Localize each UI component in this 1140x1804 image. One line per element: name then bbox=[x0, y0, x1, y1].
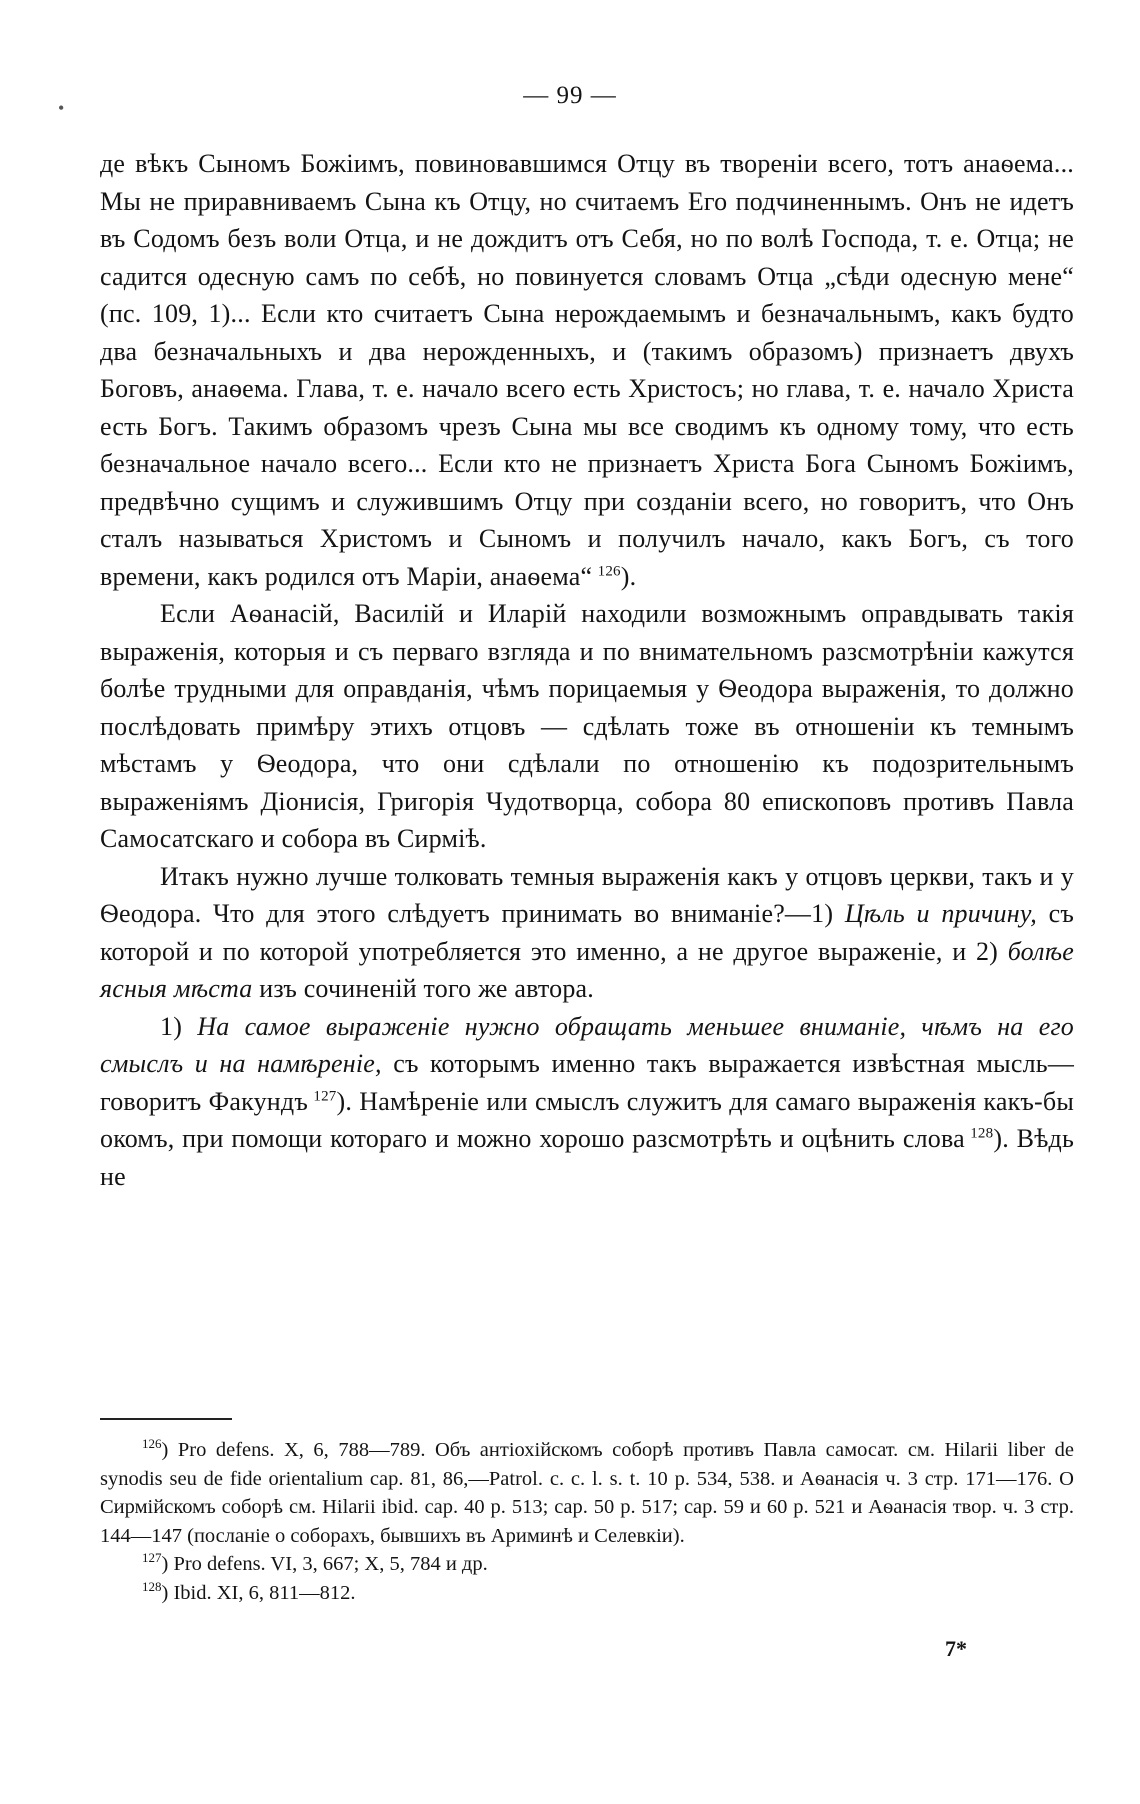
paragraph-2: Если Аѳанасій, Василій и Иларій находили возможнымъ оправдывать такія выраженія, которыя и съ перваго взгляда и по внимательномъ разсмотрѣніи кажутся болѣе трудными для оправданія, чѣмъ порицаемыя у Ѳеодора выраженія, то должно послѣдовать примѣру этихъ отцовъ — сдѣлать тоже въ отношеніи къ темнымъ мѣстамъ у Ѳеодора, что они сдѣлали по отношенію къ подозрительнымъ выраженіямъ Діонисія, Григорія Чудотворца, собора 80 епископовъ противъ Павла Самосатскаго и собора въ Сирміѣ. bbox=[100, 599, 1074, 853]
footnote-128 bbox=[100, 1579, 1074, 1608]
margin-dot: • bbox=[58, 98, 65, 118]
main-text bbox=[100, 145, 1074, 1195]
footnote-ref-128[interactable]: 128 bbox=[970, 1125, 994, 1142]
paragraph-1 bbox=[100, 145, 1074, 595]
footnote-text: ) Pro defens. VI, 3, 667; X, 5, 784 и др. bbox=[161, 1553, 488, 1575]
paragraph-3-text-a: Итакъ нужно лучше толковать темныя выраженія какъ у отцовъ церкви, такъ и у Ѳеодора. Что для этого слѣдуетъ принимать во вниманіе?—1) bbox=[100, 861, 1074, 928]
footnote-text: ) Pro defens. X, 6, 788—789. Объ антіохійскомъ соборѣ противъ Павла самосат. см. Hilarii liber de synodis seu de fide orientalium cap. 81, 86,—Patrol. c. c. l. s. t. 10 p. 534, 538. и Аѳанасія ч. 3 стр. 171—176. О Сирмійскомъ соборѣ см. Hilarii ibid. cap. 40 p. 513; cap. 50 p. 517; cap. 59 и 60 p. 521 и Аѳанасія твор. ч. 3 стр. 144—147 (посланіе о соборахъ, бывшихъ въ Ариминѣ и Селевкіи). bbox=[100, 1439, 1074, 1547]
paragraph-1-end: ). bbox=[620, 561, 637, 591]
paragraph-3-text-b: съ которой и по которой употребляется это именно, а не другое выраженіе, и 2) bbox=[100, 899, 1075, 966]
footnote-ref-127[interactable]: 127 bbox=[313, 1087, 337, 1104]
footnote-number: 127 bbox=[142, 1550, 162, 1566]
paragraph-4-text-b: ). Намѣреніе или смыслъ служитъ для самаго выраженія какъ-бы окомъ, при помощи котораго и можно хорошо разсмотрѣть и оцѣнить слова bbox=[100, 1086, 1075, 1153]
printer-signature: 7* bbox=[945, 1636, 967, 1661]
paragraph-3-italic-2: болѣе ясныя мѣста bbox=[100, 936, 1074, 1003]
footnote-126 bbox=[100, 1436, 1074, 1550]
page-number: — 99 — bbox=[523, 82, 617, 109]
paragraph-4-italic: На самое выраженіе нужно обращать меньшее вниманіе, чѣмъ на его смыслъ и на намѣреніе, bbox=[100, 1011, 1074, 1078]
paragraph-3 bbox=[100, 858, 1074, 1008]
paragraph-4-text-a: съ которымъ именно такъ выражается извѣстная мысль—говоритъ Факундъ bbox=[100, 1049, 1075, 1116]
footnote-number: 126 bbox=[142, 1436, 162, 1452]
paragraph-1-text: де вѣкъ Сыномъ Божіимъ, повиновавшимся Отцу въ твореніи всего, тотъ анаѳема... Мы не приравниваемъ Сына къ Отцу, но считаемъ Его подчиненнымъ. Онъ не идетъ въ Содомъ безъ воли Отца, и не дождитъ отъ Себя, но по волѣ Господа, т. е. Отца; не садится одесную самъ по себѣ, но повинуется словамъ Отца „сѣди одесную мене“ (пс. 109, 1)... Если кто считаетъ Сына нерождаемымъ и безначальнымъ, какъ будто два безначальныхъ и два нерожденныхъ, и (такимъ образомъ) признаетъ двухъ Боговъ, анаѳема. Глава, т. е. начало всего есть Христосъ; но глава, т. е. начало Христа есть Богъ. Такимъ образомъ чрезъ Сына мы все сводимъ къ одному тому, что есть безначальное начало всего... Если кто не признаетъ Христа Бога Сыномъ Божіимъ, предвѣчно сущимъ и служившимъ Отцу при созданіи всего, но говоритъ, что Онъ сталъ называться Христомъ и Сыномъ и получилъ начало, какъ Богъ, съ того времени, какъ родился отъ Маріи, анаѳема“ bbox=[100, 149, 1074, 591]
paragraph-4 bbox=[100, 1008, 1074, 1196]
footnote-number: 128 bbox=[142, 1578, 162, 1594]
footnote-ref-126[interactable]: 126 bbox=[597, 562, 621, 579]
footnote-127 bbox=[100, 1550, 1074, 1579]
footnote-text: ) Ibid. XI, 6, 811—812. bbox=[161, 1581, 356, 1604]
paragraph-4-number: 1) bbox=[160, 1011, 183, 1041]
footnote-divider bbox=[100, 1418, 232, 1420]
paragraph-3-italic-1: Цѣль и причину, bbox=[844, 899, 1037, 928]
paragraph-4-text-c: ). Вѣдь не bbox=[100, 1124, 1075, 1191]
paragraph-3-text-c: изъ сочиненій того же автора. bbox=[259, 974, 594, 1003]
footnotes bbox=[100, 1436, 1074, 1607]
